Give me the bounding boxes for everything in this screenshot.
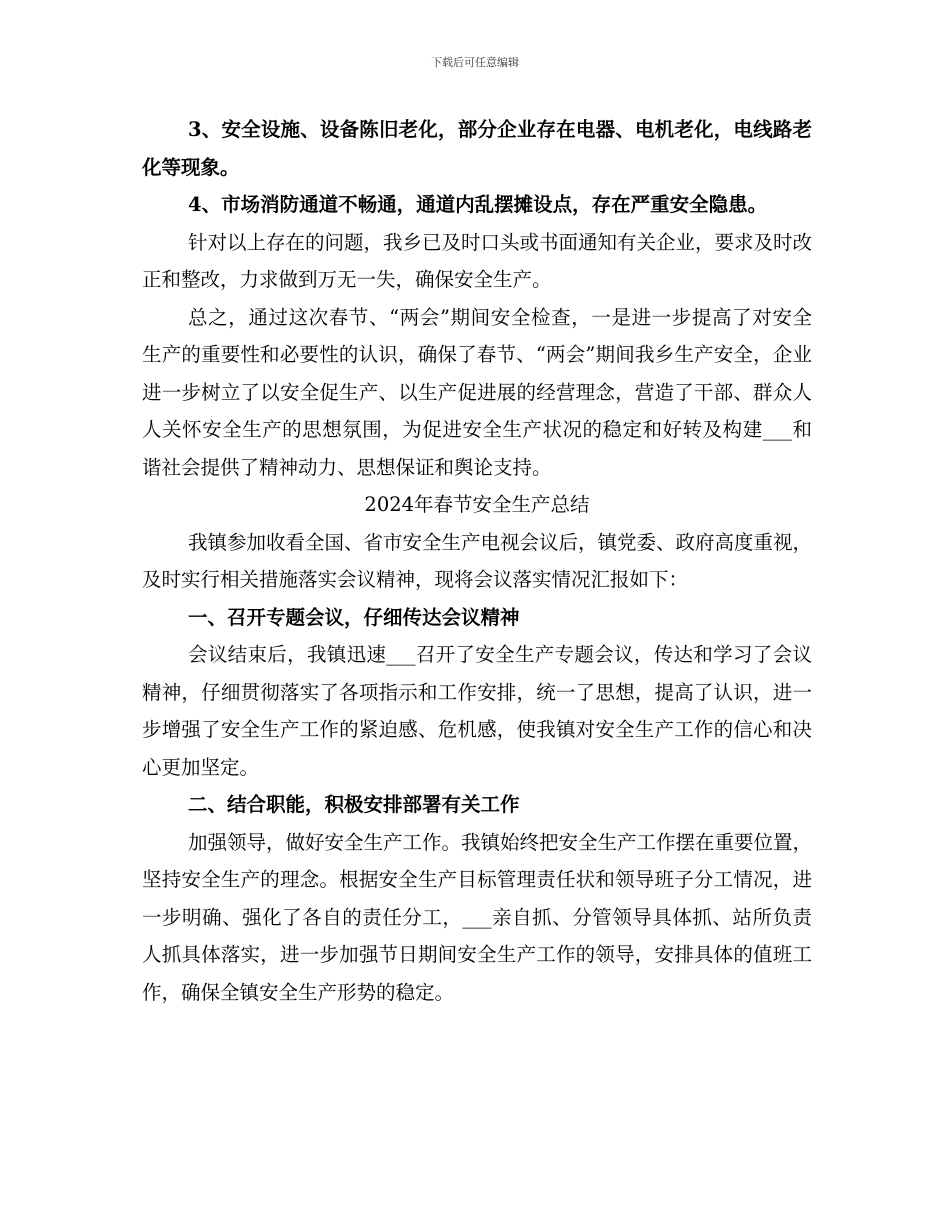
document-body xyxy=(142,111,812,1011)
paragraph-summary: 总之，通过这次春节、“两会”期间安全检查，一是进一步提高了对安全生产的重要性和必要性的认识，确保了春节、“两会”期间我乡生产安全，企业进一步树立了以安全促生产、以生产促进展的经营理念，营造了干部、群众人人关怀安全生产的思想氛围，为促进安全生产状况的稳定和好转及构建___和谐社会提供了精神动力、思想保证和舆论支持。 xyxy=(142,305,812,479)
paragraph-section-two: 加强领导，做好安全生产工作。我镇始终把安全生产工作摆在重要位置，坚持安全生产的理念。根据安全生产目标管理责任状和领导班子分工情况，进一步明确、强化了各自的责任分工，___亲自抓、分管领导具体抓、站所负责人抓具体落实，进一步加强节日期间安全生产工作的领导，安排具体的值班工作，确保全镇安全生产形势的稳定。 xyxy=(142,830,813,1004)
paragraph-response: 针对以上存在的问题，我乡已及时口头或书面通知有关企业，要求及时改正和整改，力求做到万无一失，确保安全生产。 xyxy=(142,230,813,291)
page-header-note: 下载后可任意编辑 xyxy=(431,56,519,69)
section-title: 2024年春节安全生产总结 xyxy=(364,493,590,516)
paragraph-item-4: 4、市场消防通道不畅通，通道内乱摆摊设点，存在严重安全隐患。 xyxy=(188,193,768,216)
paragraph-section-one: 会议结束后，我镇迅速___召开了安全生产专题会议，传达和学习了会议精神，仔细贯彻落实了各项指示和工作安排，统一了思想，提高了认识，进一步增强了安全生产工作的紧迫感、危机感，使我镇对安全生产工作的信心和决心更加坚定。 xyxy=(142,643,812,779)
heading-section-two: 二、结合职能，积极安排部署有关工作 xyxy=(188,793,520,816)
paragraph-intro: 我镇参加收看全国、省市安全生产电视会议后，镇党委、政府高度重视，及时实行相关措施落实会议精神，现将会议落实情况汇报如下： xyxy=(142,530,813,591)
paragraph-item-3: 3、安全设施、设备陈旧老化，部分企业存在电器、电机老化，电线路老化等现象。 xyxy=(142,118,812,179)
heading-section-one: 一、召开专题会议，仔细传达会议精神 xyxy=(188,605,520,629)
